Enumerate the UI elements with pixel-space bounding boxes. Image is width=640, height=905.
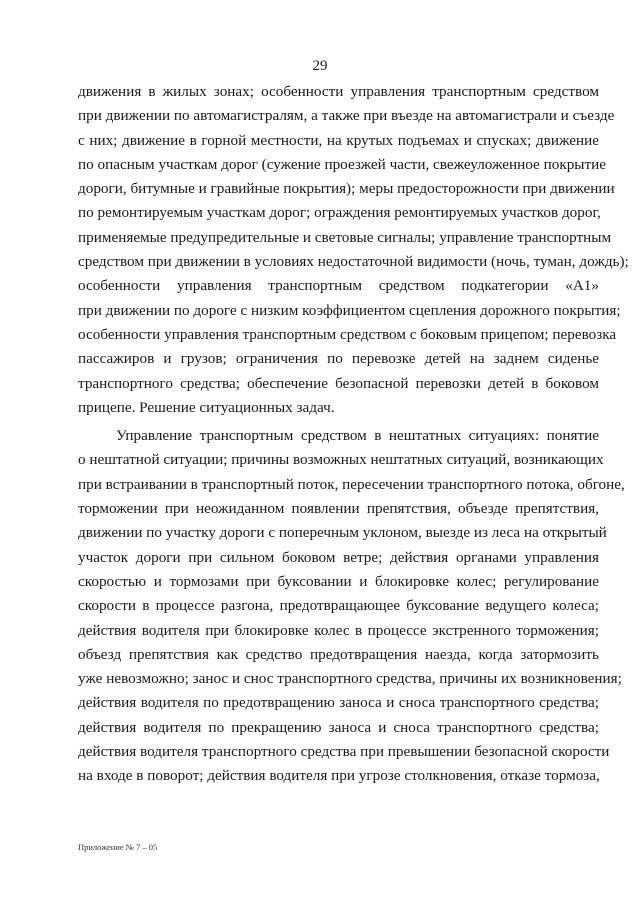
text-line: особенности управления транспортным средством с боковым прицепом; перевозка	[78, 325, 617, 343]
text-line: пассажиров и грузов; ограничения по перевозке детей на заднем сиденье	[78, 350, 599, 368]
text-line: применяемые предупредительные и световые сигналы; управление транспортным	[78, 228, 612, 246]
text-line: с них; движение в горной местности, на крутых подъемах и спусках; движение	[78, 131, 599, 149]
text-line: действия водителя по предотвращению заноса и сноса транспортного средства;	[78, 694, 599, 712]
text-line: при движении по дороге с низким коэффициентом сцепления дорожного покрытия;	[78, 301, 621, 319]
text-line: транспортного средства; обеспечение безопасной перевозки детей в боковом	[78, 374, 599, 392]
footer-note: Приложение № 7 – 05	[78, 842, 158, 852]
text-line: движении по участку дороги с поперечным уклоном, выезде из леса на открытый	[78, 524, 607, 542]
text-line: при встраивании в транспортный поток, пересечении транспортного потока, обгоне,	[78, 475, 625, 493]
text-line: прицепе. Решение ситуационных задач.	[78, 398, 335, 416]
body-text	[78, 80, 629, 789]
text-line: средством при движении в условиях недостаточной видимости (ночь, туман, дождь);	[78, 253, 629, 271]
page-number: 29	[312, 58, 328, 74]
text-line: особенности управления транспортным средством подкатегории «А1»	[78, 277, 599, 295]
text-line: уже невозможно; занос и снос транспортного средства, причины их возникновения;	[78, 670, 622, 688]
text-line: участок дороги при сильном боковом ветре; действия органами управления	[78, 548, 599, 566]
text-line: действия водителя по прекращению заноса и сноса транспортного средства;	[78, 718, 599, 736]
text-line: объезд препятствия как средство предотвращения наезда, когда затормозить	[78, 645, 599, 663]
text-line: движения в жилых зонах; особенности управления транспортным средством	[78, 83, 599, 100]
text-line: скорости в процессе разгона, предотвращающее буксование ведущего колеса;	[78, 597, 599, 615]
paragraph-2	[78, 424, 625, 788]
text-line: по ремонтируемым участкам дорог; ограждения ремонтируемых участков дорог,	[78, 204, 601, 222]
text-line: торможении при неожиданном появлении препятствия, объезде препятствия,	[78, 500, 599, 518]
text-line: на входе в поворот; действия водителя при угрозе столкновения, отказе тормоза,	[78, 767, 600, 785]
text-line: действия водителя при блокировке колес в процессе экстренного торможения;	[78, 621, 599, 639]
text-line: о нештатной ситуации; причины возможных нештатных ситуаций, возникающих	[78, 451, 604, 469]
text-line: по опасным участкам дорог (сужение проезжей части, свежеуложенное покрытие	[78, 155, 607, 173]
text-line: действия водителя транспортного средства при превышении безопасной скорости	[78, 743, 610, 761]
text-line: дороги, битумные и гравийные покрытия); меры предосторожности при движении	[78, 180, 615, 198]
text-line: Управление транспортным средством в нештатных ситуациях: понятие	[116, 427, 599, 445]
text-line: скоростью и тормозами при буксовании и блокировке колес; регулирование	[78, 572, 599, 590]
paragraph-1	[78, 80, 629, 420]
text-line: при движении по автомагистралям, а также при въезде на автомагистрали и съезде	[78, 107, 615, 125]
